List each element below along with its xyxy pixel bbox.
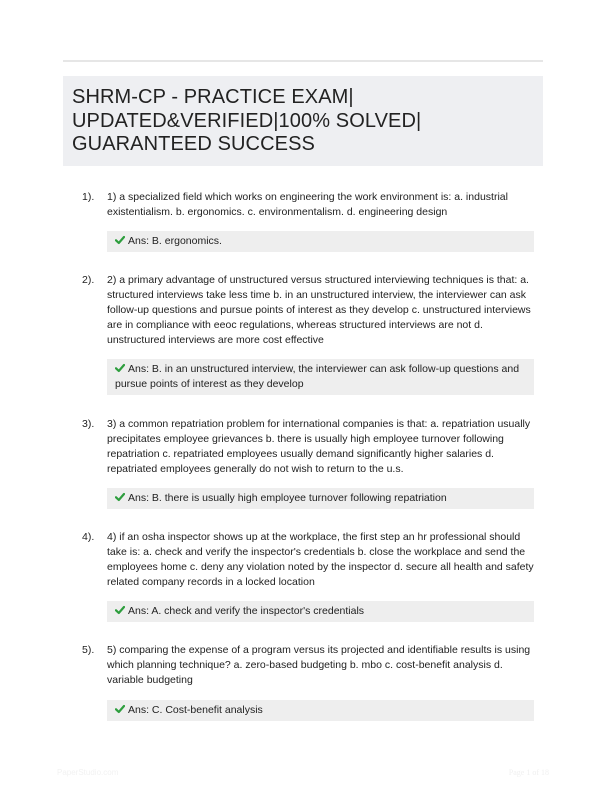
question-number: 5). (82, 644, 95, 656)
answer-text: Ans: B. in an unstructured interview, the interviewer can ask follow-up questions and pursue points of interest as they develop (115, 363, 520, 390)
footer-site: PaperStudio.com (57, 768, 119, 777)
check-icon (115, 605, 125, 615)
question-text: 4) if an osha inspector shows up at the workplace, the first step an hr professional should take is: a. check and verify the inspector's credentials b. close the workplace and send the employees home c. deny any violation noted by the inspector d. secure all health and safety related company records in a locked location (107, 531, 534, 588)
answer-text: Ans: B. there is usually high employee turnover following repatriation (128, 492, 447, 504)
document-title: SHRM-CP - PRACTICE EXAM| UPDATED&VERIFIED|100% SOLVED| GUARANTEED SUCCESS (72, 86, 422, 155)
check-icon (115, 704, 125, 714)
question-number: 4). (82, 531, 95, 543)
question-number: 1). (82, 191, 95, 203)
answer-text: Ans: C. Cost-benefit analysis (128, 704, 263, 716)
answer-text: Ans: A. check and verify the inspector's credentials (128, 605, 365, 617)
question-text: 1) a specialized field which works on engineering the work environment is: a. industrial existentialism. b. ergonomics. c. environmentalism. d. engineering design (107, 191, 508, 218)
check-icon (115, 235, 125, 245)
question-number: 2). (82, 274, 95, 286)
question-text: 3) a common repatriation problem for international companies is that: a. repatriation usually precipitates employee grievances b. there is usually high employee turnover following repatriation c. repatriated employees usually demand significantly higher salaries d. repatriated employees generally do not wish to return to the u.s. (107, 418, 531, 475)
top-divider (63, 60, 543, 62)
question-text: 5) comparing the expense of a program versus its projected and identifiable results is using which planning technique? a. zero-based budgeting b. mbo c. cost-benefit analysis d. variable budgeting (107, 644, 531, 686)
check-icon (115, 492, 125, 502)
page-number: Page 1 of 18 (508, 768, 549, 777)
title-banner (63, 76, 543, 166)
answer-box (107, 359, 534, 395)
check-icon (115, 363, 125, 373)
answer-box (107, 601, 534, 622)
question-number: 3). (82, 418, 95, 430)
answer-text: Ans: B. ergonomics. (128, 235, 222, 247)
question-text: 2) a primary advantage of unstructured versus structured interviewing techniques is that: a. structured interviews take less time b. in an unstructured interview, the interviewer can ask follow-up questions and pursue points of interest as they develop c. unstructured interviews are in compliance with eeoc regulations, whereas structured interviews are not d. unstructured interviews are more cost effective (107, 274, 531, 346)
answer-box (107, 231, 534, 252)
answer-box (107, 488, 534, 509)
answer-box (107, 700, 534, 721)
